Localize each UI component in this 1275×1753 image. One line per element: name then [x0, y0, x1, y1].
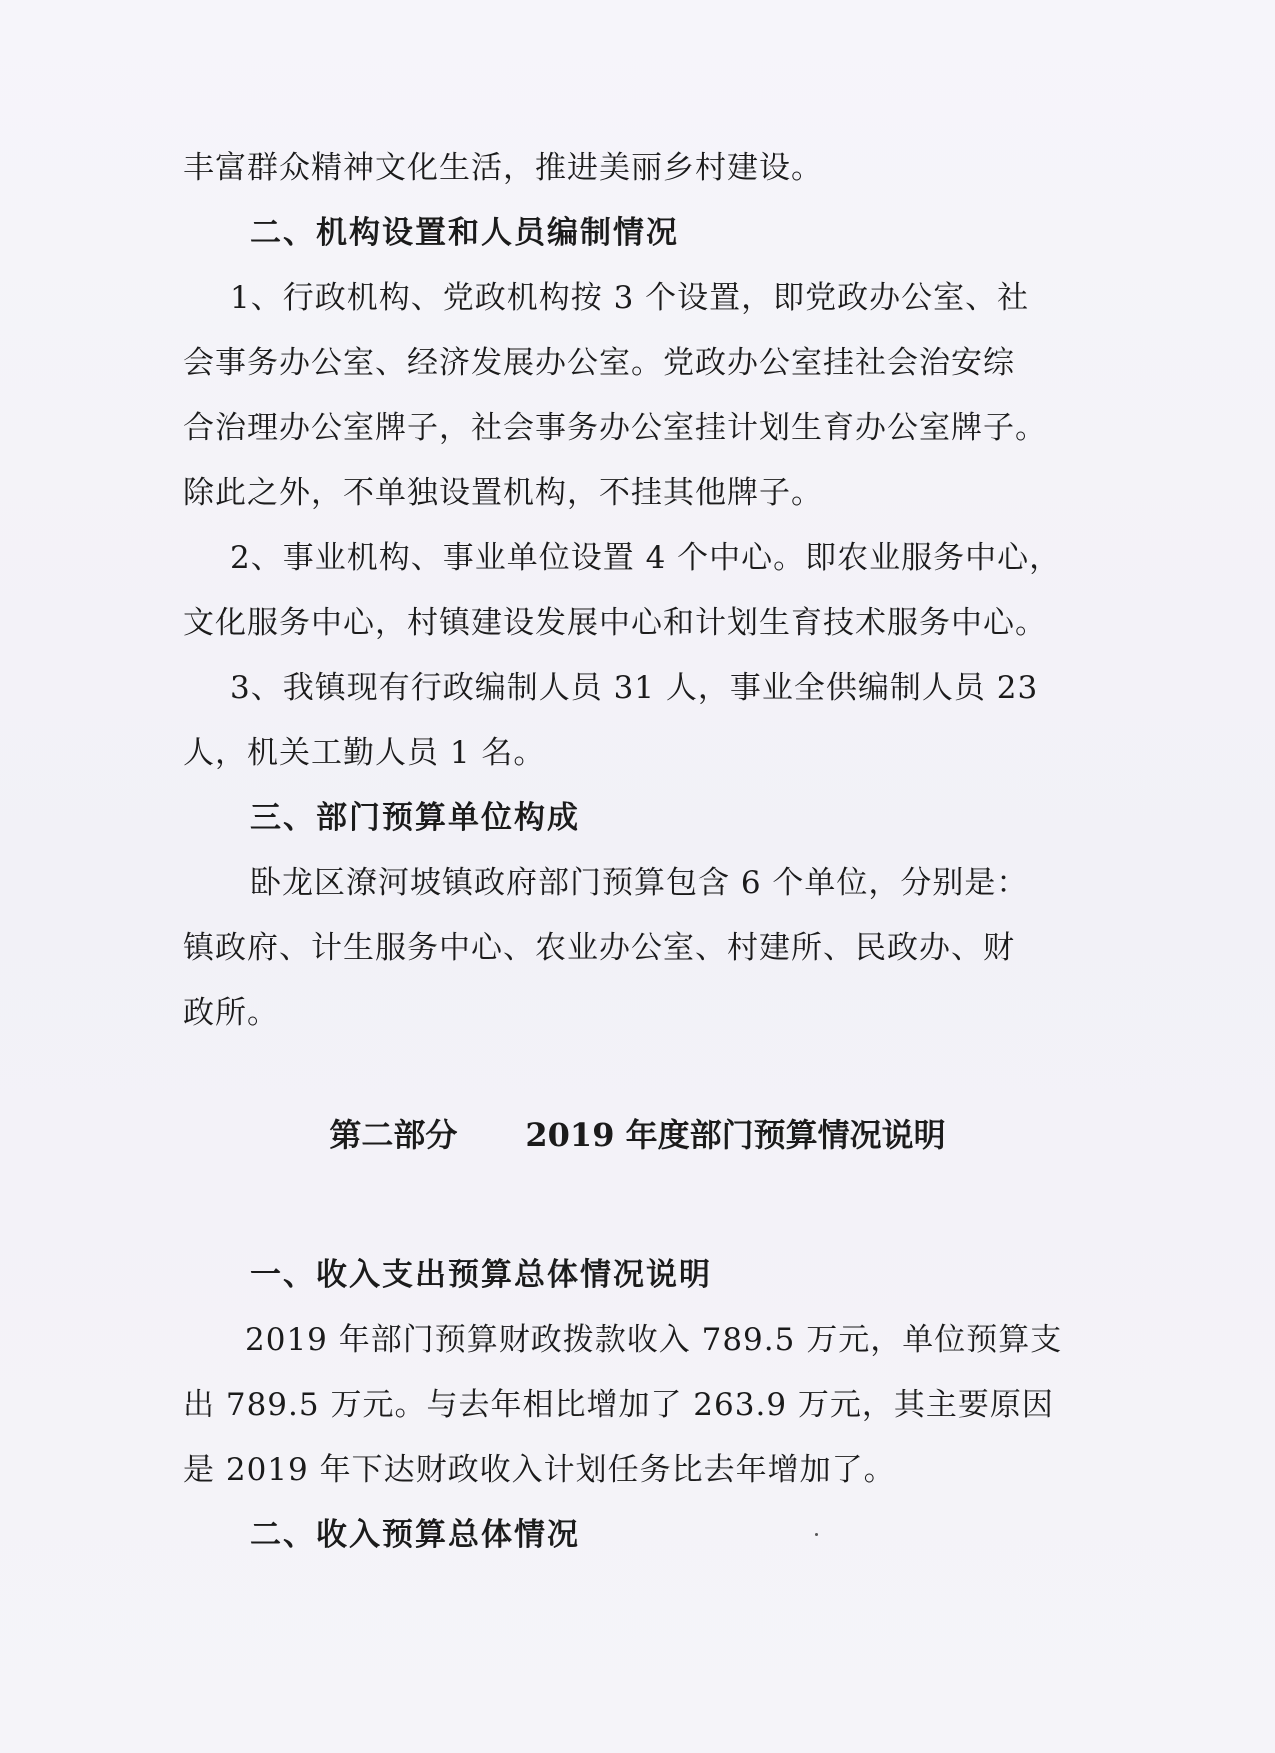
units-line3: 政所。 — [183, 995, 279, 1031]
subsection-heading-income: 二、收入预算总体情况 — [250, 1517, 580, 1553]
item3-line2: 人，机关工勤人员 1 名。 — [183, 735, 546, 771]
part-two-label: 第二部分 — [329, 1116, 458, 1154]
item2-line2: 文化服务中心，村镇建设发展中心和计划生育技术服务中心。 — [183, 605, 1047, 641]
item1-line2: 会事务办公室、经济发展办公室。党政办公室挂社会治安综 — [183, 345, 1015, 381]
section-heading-organization: 二、机构设置和人员编制情况 — [250, 215, 679, 251]
section-heading-units: 三、部门预算单位构成 — [250, 800, 580, 836]
overall-line3: 是 2019 年下达财政收入计划任务比去年增加了。 — [183, 1452, 896, 1488]
item2-line1: 2、事业机构、事业单位设置 4 个中心。即农业服务中心， — [230, 540, 1062, 576]
units-line1: 卧龙区潦河坡镇政府部门预算包含 6 个单位，分别是： — [250, 865, 1029, 901]
part-two-title — [0, 1113, 1275, 1157]
item3-line1: 3、我镇现有行政编制人员 31 人，事业全供编制人员 23 — [230, 670, 1039, 706]
units-line2: 镇政府、计生服务中心、农业办公室、村建所、民政办、财 — [183, 930, 1015, 966]
part-two-heading: 2019 年度部门预算情况说明 — [525, 1116, 946, 1154]
overall-line1: 2019 年部门预算财政拨款收入 789.5 万元，单位预算支 — [245, 1322, 1063, 1358]
overall-line2: 出 789.5 万元。与去年相比增加了 263.9 万元，其主要原因 — [183, 1387, 1054, 1423]
item1-line4: 除此之外，不单独设置机构，不挂其他牌子。 — [183, 475, 823, 511]
item1-line3: 合治理办公室牌子，社会事务办公室挂计划生育办公室牌子。 — [183, 410, 1047, 446]
subsection-heading-overall: 一、收入支出预算总体情况说明 — [250, 1257, 712, 1293]
scan-speck — [815, 1533, 818, 1536]
item1-line1: 1、行政机构、党政机构按 3 个设置，即党政办公室、社 — [230, 280, 1030, 316]
paragraph-continuation: 丰富群众精神文化生活，推进美丽乡村建设。 — [183, 150, 823, 186]
